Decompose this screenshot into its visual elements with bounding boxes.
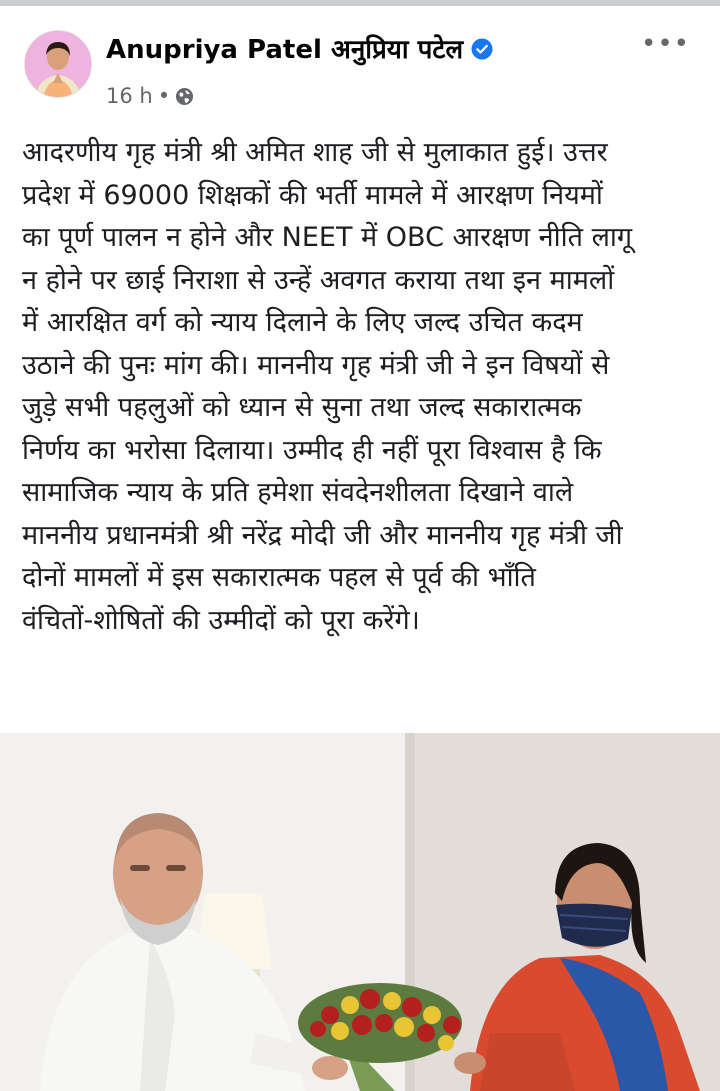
author-name-text: Anupriya Patel अनुप्रिया पटेल [106,35,464,65]
author-avatar[interactable] [24,30,92,98]
meta-separator: • [157,84,171,108]
post-photo[interactable] [0,733,720,1091]
globe-icon[interactable] [175,87,194,106]
post-timestamp[interactable]: 16 h [106,84,153,108]
avatar-image [25,31,91,97]
author-name[interactable] [106,30,493,66]
post-meta [106,84,194,108]
more-options-button[interactable]: ••• [640,29,690,59]
photo-meeting-image [0,733,720,1091]
post-text: आदरणीय गृह मंत्री श्री अमित शाह जी से मुलाकात हुई। उत्तर प्रदेश में 69000 शिक्षकों की भर्ती मामले में आरक्षण नियमों का पूर्ण पालन न होने और NEET में OBC आरक्षण नीति लागू न होने पर छाई निराशा से उन्हें अवगत कराया तथा इन मामलों में आरक्षित वर्ग को न्याय दिलाने के लिए जल्द उचित कदम उठाने की पुनः मांग की। माननीय गृह मंत्री जी ने इन विषयों से जुड़े सभी पहलुओं को ध्यान से सुना तथा जल्द सकारात्मक निर्णय का भरोसा दिलाया। उम्मीद ही नहीं पूरा विश्वास है कि सामाजिक न्याय के प्रति हमेशा संवदेनशीलता दिखाने वाले माननीय प्रधानमंत्री श्री नरेंद्र मोदी जी और माननीय गृह मंत्री जी दोनों मामलों में इस सकारात्मक पहल से पूर्व की भाँति वंचितों-शोषितों की उम्मीदों को पूरा करेंगे। [22,137,633,636]
verified-badge-icon [471,37,493,59]
post-card [0,6,720,1085]
